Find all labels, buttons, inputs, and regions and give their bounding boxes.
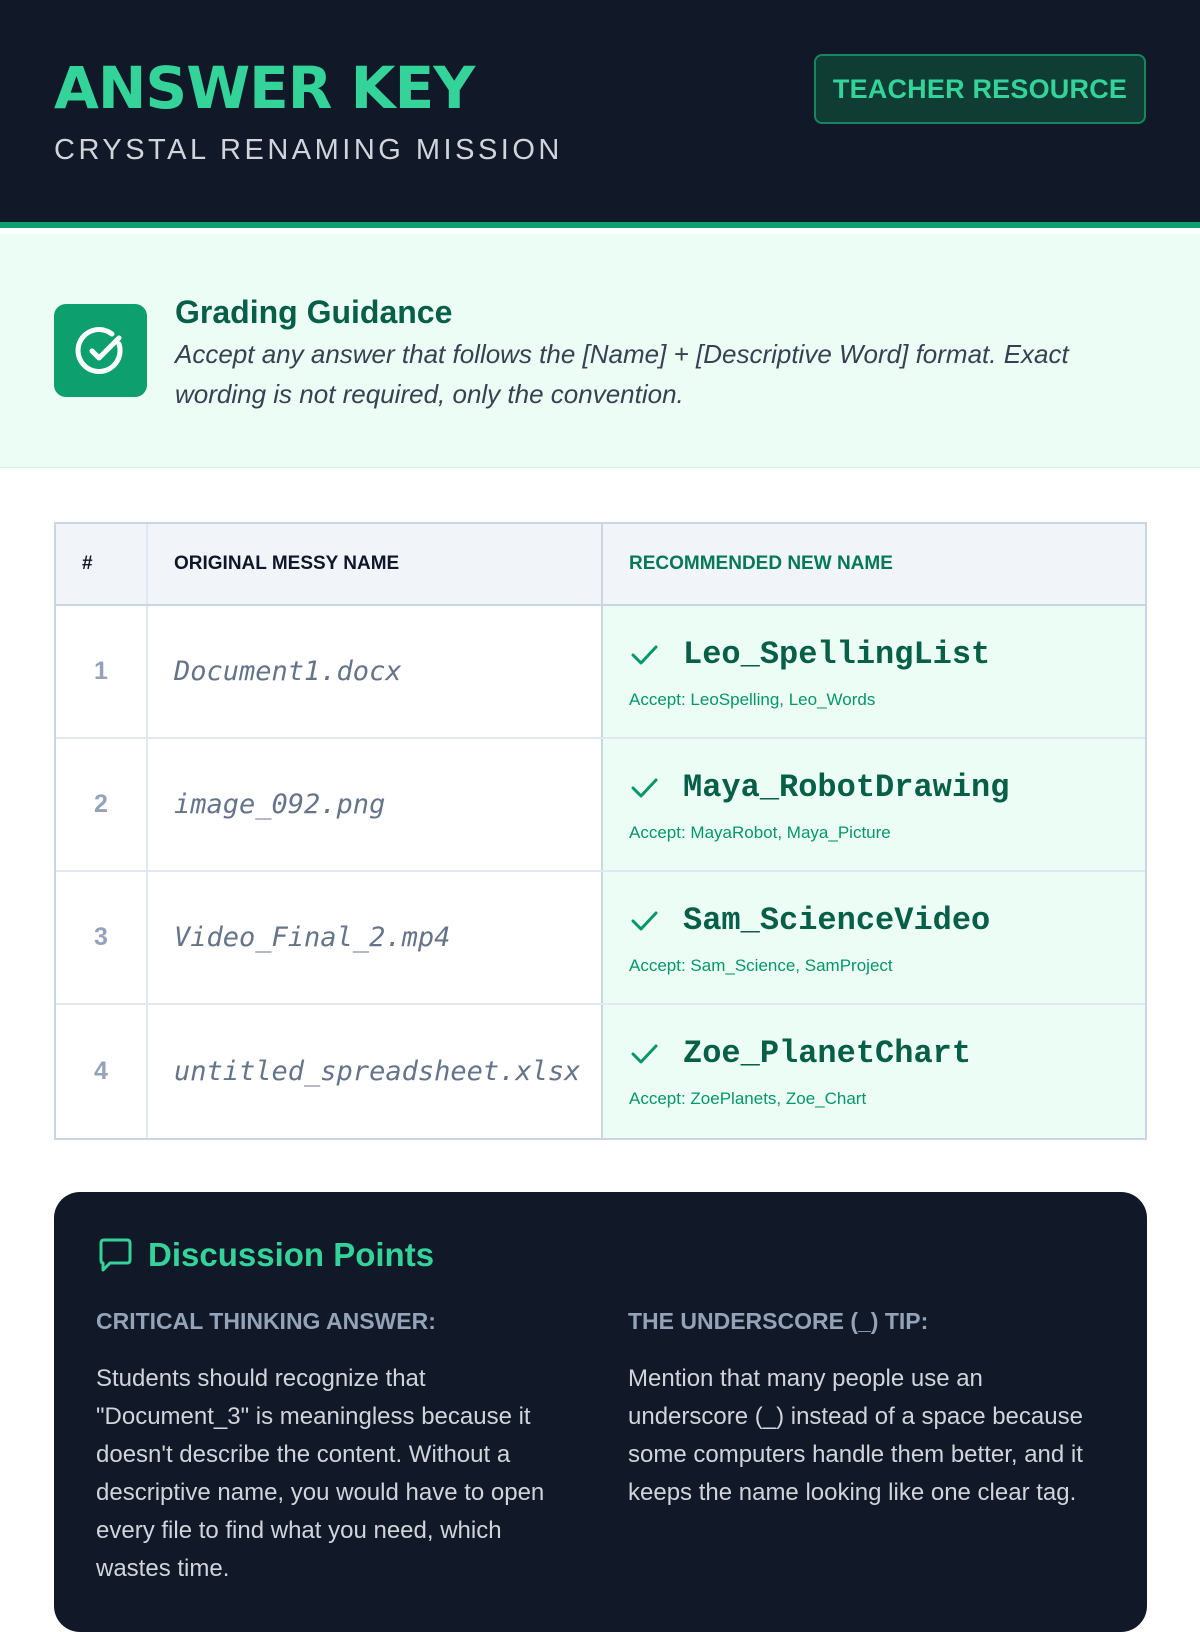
new-name-cell <box>603 1005 1145 1138</box>
table-row <box>56 1005 1145 1138</box>
critical-thinking-column <box>96 1306 566 1588</box>
page-subtitle: CRYSTAL RENAMING MISSION <box>54 134 563 166</box>
critical-thinking-label: CRITICAL THINKING ANSWER: <box>96 1308 436 1334</box>
row-number: 2 <box>56 739 148 870</box>
new-name-cell <box>603 606 1145 737</box>
grading-guidance-panel <box>0 234 1200 468</box>
header-number: # <box>56 524 148 604</box>
guidance-title: Grading Guidance <box>175 294 453 330</box>
accepted-alternatives: Accept: LeoSpelling, Leo_Words <box>629 690 876 709</box>
original-name: Document1.docx <box>148 606 603 737</box>
discussion-header <box>96 1236 434 1274</box>
original-name: Video_Final_2.mp4 <box>148 872 603 1003</box>
discussion-panel <box>54 1192 1147 1632</box>
discussion-title: Discussion Points <box>148 1236 435 1273</box>
header <box>0 0 1200 228</box>
new-name-cell <box>603 872 1145 1003</box>
original-name: image_092.png <box>148 739 603 870</box>
recommended-name: Leo_SpellingList <box>683 636 991 673</box>
answer-table <box>54 522 1147 1140</box>
table-header <box>56 524 1145 606</box>
check-icon <box>629 773 659 803</box>
header-new-name: RECOMMENDED NEW NAME <box>629 553 893 574</box>
row-number: 3 <box>56 872 148 1003</box>
guidance-text: Accept any answer that follows the [Name] + [Descriptive Word] format. Exact wording is not required, only the convention. <box>175 339 1069 409</box>
chat-bubble-icon <box>96 1236 134 1274</box>
header-original-name: ORIGINAL MESSY NAME <box>148 524 603 604</box>
underscore-tip-label: THE UNDERSCORE (_) TIP: <box>628 1308 929 1334</box>
recommended-name: Sam_ScienceVideo <box>683 902 991 939</box>
original-name: untitled_spreadsheet.xlsx <box>148 1005 603 1138</box>
check-icon <box>629 1039 659 1069</box>
new-name-cell <box>603 739 1145 870</box>
critical-thinking-text: Students should recognize that "Document_3" is meaningless because it doesn't describe the content. Without a descriptive name, you would have to open every file to find what you need, which wastes time. <box>96 1365 545 1582</box>
teacher-resource-badge: TEACHER RESOURCE <box>814 54 1146 124</box>
table-row <box>56 606 1145 739</box>
table-row <box>56 872 1145 1005</box>
table-row <box>56 739 1145 872</box>
underscore-tip-column <box>628 1306 1098 1512</box>
check-circle-icon <box>54 304 147 397</box>
check-icon <box>629 906 659 936</box>
accepted-alternatives: Accept: Sam_Science, SamProject <box>629 956 893 975</box>
accepted-alternatives: Accept: MayaRobot, Maya_Picture <box>629 823 891 842</box>
row-number: 1 <box>56 606 148 737</box>
accepted-alternatives: Accept: ZoePlanets, Zoe_Chart <box>629 1089 867 1108</box>
page-title: ANSWER KEY <box>54 54 475 122</box>
row-number: 4 <box>56 1005 148 1138</box>
check-icon <box>629 640 659 670</box>
recommended-name: Maya_RobotDrawing <box>683 769 1010 806</box>
recommended-name: Zoe_PlanetChart <box>683 1035 972 1072</box>
underscore-tip-text: Mention that many people use an underscore (_) instead of a space because some computers handle them better, and it keeps the name looking like one clear tag. <box>628 1365 1083 1506</box>
